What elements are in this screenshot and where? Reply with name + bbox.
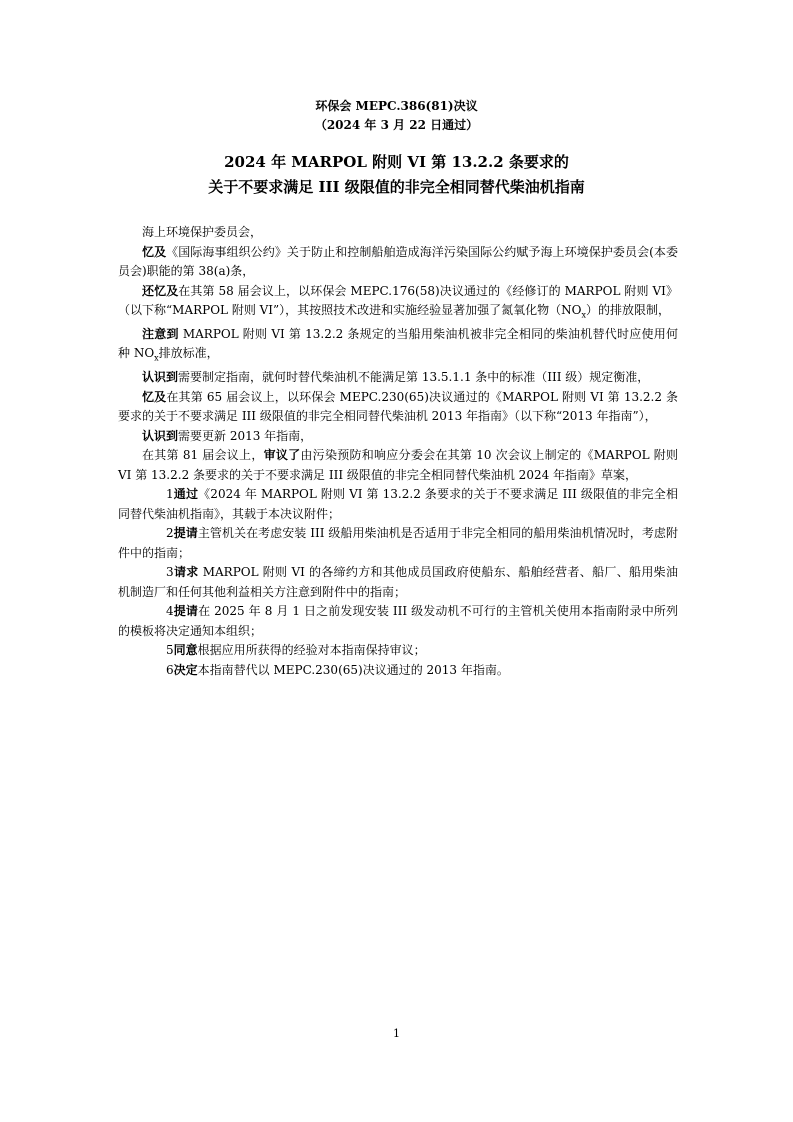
operative-keyword: 提请	[173, 604, 199, 619]
preamble-keyword: 注意到	[142, 326, 179, 341]
paragraph-number: 4	[166, 604, 174, 619]
title-line-2: 关于不要求满足 III 级限值的非完全相同替代柴油机指南	[208, 178, 585, 196]
operative-paragraph	[118, 661, 678, 681]
operative-text: 主管机关在考虑安装 III 级船用柴油机是否适用于非完全相同的船用柴油机情况时，考虑附件中的指南；	[118, 526, 678, 560]
resolution-body	[118, 223, 678, 680]
operative-keyword: 请求	[173, 565, 199, 580]
operative-keyword: 同意	[173, 643, 198, 658]
preamble-text: 需要制定指南，就何时替代柴油机不能满足第 13.5.1.1 条中的标准（III 级）规定衡准，	[178, 370, 650, 385]
operative-text: MARPOL 附则 VI 的各缔约方和其他成员国政府使船东、船舶经营者、船厂、船用柴油机制造厂和任何其他利益相关方注意到附件中的指南；	[118, 565, 678, 599]
paragraph-number: 5	[166, 643, 174, 658]
operative-paragraph	[118, 485, 678, 524]
operative-text: 根据应用所获得的经验对本指南保持审议；	[197, 643, 426, 658]
operative-text: 在 2025 年 8 月 1 日之前发现安装 III 级发动机不可行的主管机关使用本指南附录中所列的模板将决定通知本组织；	[118, 604, 678, 638]
preamble-text: 《国际海事组织公约》关于防止和控制船舶造成海洋污染国际公约赋予海上环境保护委员会(本委员会)职能的第 38(a)条，	[118, 244, 678, 278]
preamble-text: 在其第 58 届会议上，以环保会 MEPC.176(58)决议通过的《经修订的 MARPOL 附则 VI》（以下称“MARPOL 附则 VI”），其按照技术改进和实施经验显著加强了氮氧化物（NO	[118, 283, 678, 317]
preamble-keyword: 还忆及	[142, 283, 179, 298]
salutation: 海上环境保护委员会，	[142, 225, 263, 239]
preamble-text-tail: 排放标准，	[158, 346, 219, 361]
adoption-date: （2024 年 3 月 22 日通过）	[314, 118, 479, 132]
operative-paragraph	[118, 602, 678, 641]
preamble-keyword: 忆及	[142, 244, 167, 259]
preamble-paragraph	[118, 282, 678, 325]
operative-keyword: 提请	[173, 526, 198, 541]
resolution-number: 环保会 MEPC.386(81)决议	[315, 99, 478, 113]
operative-keyword: 通过	[173, 487, 199, 502]
paragraph-number: 3	[166, 565, 174, 580]
nox-subscript: x	[581, 310, 587, 320]
operative-paragraph	[118, 563, 678, 602]
paragraph-number: 2	[166, 526, 174, 541]
operative-paragraph	[118, 641, 678, 661]
considered-paragraph	[118, 446, 678, 485]
title-line-1: 2024 年 MARPOL 附则 VI 第 13.2.2 条要求的	[224, 153, 569, 171]
operative-text: 本指南替代以 MEPC.230(65)决议通过的 2013 年指南。	[197, 662, 509, 677]
preamble-paragraph	[118, 368, 678, 388]
considered-keyword: 审议了	[263, 448, 301, 463]
paragraph-number: 6	[166, 662, 174, 677]
preamble-text: 需要更新 2013 年指南，	[178, 428, 313, 443]
preamble-paragraph	[118, 325, 678, 368]
preamble-paragraph	[118, 388, 678, 427]
paragraph-number: 1	[166, 487, 174, 502]
preamble-paragraph	[118, 427, 678, 447]
operative-text: 《2024 年 MARPOL 附则 VI 第 13.2.2 条要求的关于不要求满足 III 级限值的非完全相同替代柴油机指南》，其载于本决议附件；	[118, 487, 678, 521]
preamble-keyword: 认识到	[142, 428, 179, 443]
preamble-text-tail: ）的排放限制，	[586, 303, 671, 317]
considered-text: 由污染预防和响应分委会在其第 10 次会议上制定的《MARPOL 附则 VI 第 13.2.2 条要求的关于不要求满足 III 级限值的非完全相同替代柴油机 2024 年指南》草案，	[118, 448, 678, 482]
preamble-keyword: 忆及	[142, 389, 167, 404]
preamble-paragraph	[118, 243, 678, 282]
preamble-keyword: 认识到	[142, 370, 179, 385]
page-number: 1	[393, 1027, 400, 1040]
preamble-text: 在其第 65 届会议上，以环保会 MEPC.230(65)决议通过的《MARPOL 附则 VI 第 13.2.2 条要求的关于不要求满足 III 级限值的非完全相同替代柴油机 2013 年指南》（以下称“2013 年指南”），	[118, 389, 678, 424]
nox-subscript: x	[154, 353, 159, 363]
operative-paragraph	[118, 524, 678, 563]
preamble-text: MARPOL 附则 VI 第 13.2.2 条规定的当船用柴油机被非完全相同的柴油机替代时应使用何种 NO	[118, 326, 678, 361]
operative-keyword: 决定	[173, 662, 198, 677]
considered-prefix: 在其第 81 届会议上，	[142, 448, 264, 463]
document-title	[0, 150, 793, 200]
